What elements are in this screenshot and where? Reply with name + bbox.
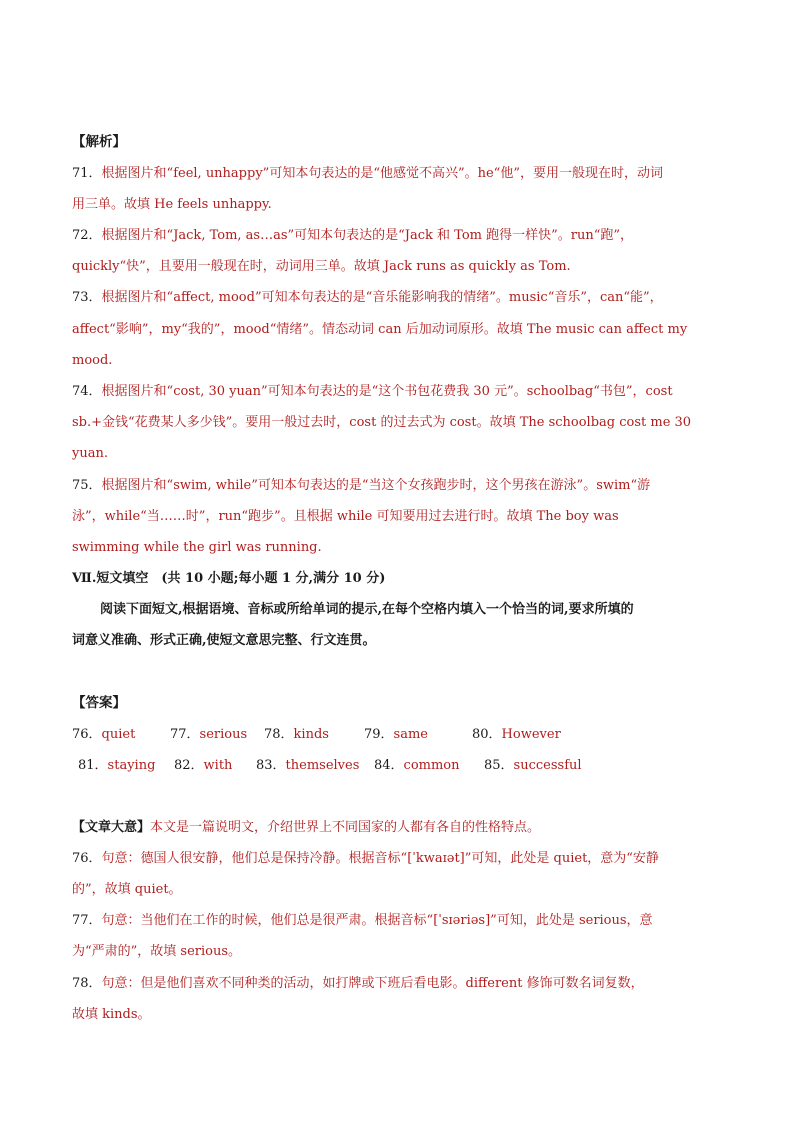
answer-85: 85．successful — [484, 758, 582, 773]
answer-row-2 — [72, 758, 722, 774]
explain-76-line1: 76．句意：德国人很安静，他们总是保持冷静。根据音标“[ˈkwaɪət]”可知，此处是 quiet，意为“安静 — [72, 851, 659, 866]
item-72-line1: 72．根据图片和“Jack, Tom, as…as”可知本句表达的是“Jack 和 Tom 跑得一样快”。run“跑”， — [72, 228, 634, 243]
item-73-line3: mood. — [72, 353, 113, 368]
summary-line: 【文章大意】本文是一篇说明文，介绍世界上不同国家的人都有各自的性格特点。 — [72, 820, 541, 835]
item-75-line3: swimming while the girl was running. — [72, 540, 322, 555]
item-72-line2: quickly“快”，且要用一般现在时，动词用三单。故填 Jack runs as quickly as Tom. — [72, 259, 571, 274]
item-75-line2: 泳”，while“当……时”，run“跑步”。且根据 while 可知要用过去进行时。故填 The boy was — [72, 509, 619, 524]
explain-77-line2: 为“严肃的”，故填 serious。 — [72, 944, 242, 959]
section-title: Ⅶ.短文填空 (共 10 小题;每小题 1 分,满分 10 分) — [72, 571, 386, 586]
item-74-line1: 74．根据图片和“cost, 30 yuan”可知本句表达的是“这个书包花费我 30 元”。schoolbag“书包”，cost — [72, 384, 673, 399]
item-74-line2: sb.+金钱“花费某人多少钱”。要用一般过去时，cost 的过去式为 cost。故填 The schoolbag cost me 30 — [72, 415, 692, 430]
item-74-line3: yuan. — [72, 446, 108, 461]
answer-77: 77．serious — [170, 727, 248, 742]
answer-83: 83．themselves — [256, 758, 360, 773]
instruction-line1: 阅读下面短文,根据语境、音标或所给单词的提示,在每个空格内填入一个恰当的词,要求所填的 — [100, 602, 634, 617]
item-73-line2: affect“影响”，my“我的”，mood“情绪”。情态动词 can 后加动词原形。故填 The music can affect my — [72, 322, 688, 337]
item-71-line1: 71．根据图片和“feel, unhappy”可知本句表达的是“他感觉不高兴”。he“他”，要用一般现在时，动词 — [72, 166, 663, 181]
answer-79: 79．same — [364, 727, 428, 742]
answer-row-1 — [72, 727, 722, 743]
explain-77-line1: 77．句意：当他们在工作的时候，他们总是很严肃。根据音标“[ˈsɪəriəs]”可知，此处是 serious，意 — [72, 913, 653, 928]
analysis-heading: 【解析】 — [72, 134, 126, 150]
answer-84: 84．common — [374, 758, 460, 773]
answer-heading: 【答案】 — [72, 695, 126, 711]
answer-81: 81．staying — [78, 758, 156, 773]
explain-76-line2: 的”，故填 quiet。 — [72, 882, 182, 897]
explain-78-line1: 78．句意：但是他们喜欢不同种类的活动，如打牌或下班后看电影。different 修饰可数名词复数， — [72, 976, 644, 991]
answer-82: 82．with — [174, 758, 233, 773]
explain-78-line2: 故填 kinds。 — [72, 1007, 151, 1022]
answer-78: 78．kinds — [264, 727, 329, 742]
item-75-line1: 75．根据图片和“swim, while”可知本句表达的是“当这个女孩跑步时，这个男孩在游泳”。swim“游 — [72, 478, 651, 493]
answer-76: 76．quiet — [72, 727, 136, 742]
instruction-line2: 词意义准确、形式正确,使短文意思完整、行文连贯。 — [72, 633, 376, 648]
answer-80: 80．However — [472, 727, 561, 742]
item-73-line1: 73．根据图片和“affect, mood”可知本句表达的是“音乐能影响我的情绪”。music“音乐”，can“能”， — [72, 290, 663, 305]
item-71-line2: 用三单。故填 He feels unhappy. — [72, 197, 272, 212]
